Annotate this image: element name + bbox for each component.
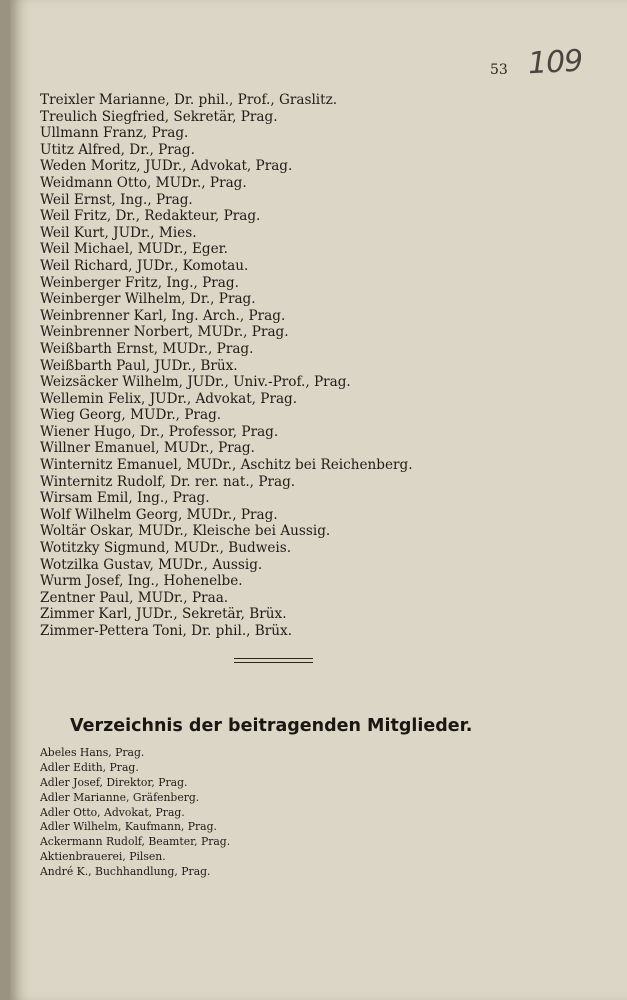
member-entry: Wolf Wilhelm Georg, MUDr., Prag. (40, 506, 278, 523)
contributor-entry: Adler Marianne, Gräfenberg. (40, 790, 200, 804)
member-entry: Winternitz Emanuel, MUDr., Aschitz bei Reichenberg. (40, 457, 413, 474)
member-entry: Winternitz Rudolf, Dr. rer. nat., Prag. (40, 473, 296, 490)
member-entry: Wirsam Emil, Ing., Prag. (40, 490, 210, 507)
page-number: 53 (490, 62, 508, 78)
contributor-entry: André K., Buchhandlung, Prag. (40, 865, 211, 879)
contributor-entry: Adler Josef, Direktor, Prag. (40, 775, 188, 789)
member-entry: Weißbarth Ernst, MUDr., Prag. (40, 340, 254, 357)
member-entry: Ullmann Franz, Prag. (40, 125, 189, 142)
member-entry: Weden Moritz, JUDr., Advokat, Prag. (40, 158, 293, 175)
member-entry: Weinbrenner Karl, Ing. Arch., Prag. (40, 307, 286, 324)
member-entry: Weizsäcker Wilhelm, JUDr., Univ.-Prof., Prag. (40, 374, 351, 391)
document-page (10, 0, 627, 1000)
contributor-entry: Adler Wilhelm, Kaufmann, Prag. (40, 820, 217, 834)
member-entry: Zimmer Karl, JUDr., Sekretär, Brüx. (40, 606, 287, 623)
member-entry: Woltär Oskar, MUDr., Kleische bei Aussig. (40, 523, 331, 540)
member-entry: Wurm Josef, Ing., Hohenelbe. (40, 573, 243, 590)
member-entry: Wotzilka Gustav, MUDr., Aussig. (40, 556, 263, 573)
member-entry: Weidmann Otto, MUDr., Prag. (40, 174, 247, 191)
member-entry: Utitz Alfred, Dr., Prag. (40, 141, 195, 158)
contributor-list (40, 746, 600, 880)
member-entry: Weil Kurt, JUDr., Mies. (40, 224, 197, 241)
handwritten-page-number: 109 (527, 43, 584, 82)
member-entry: Treulich Siegfried, Sekretär, Prag. (40, 108, 278, 125)
section-divider (234, 658, 313, 663)
section-heading: Verzeichnis der beitragenden Mitglieder. (70, 716, 473, 736)
member-entry: Weil Richard, JUDr., Komotau. (40, 257, 249, 274)
contributor-entry: Adler Otto, Advokat, Prag. (40, 805, 185, 819)
member-entry: Wiener Hugo, Dr., Professor, Prag. (40, 423, 279, 440)
member-entry: Weil Michael, MUDr., Eger. (40, 241, 228, 258)
member-entry: Weinberger Wilhelm, Dr., Prag. (40, 291, 256, 308)
member-entry: Weinbrenner Norbert, MUDr., Prag. (40, 324, 289, 341)
member-entry: Zentner Paul, MUDr., Praa. (40, 589, 229, 606)
contributor-entry: Ackermann Rudolf, Beamter, Prag. (40, 835, 231, 849)
member-entry: Weil Fritz, Dr., Redakteur, Prag. (40, 208, 261, 225)
contributor-entry: Adler Edith, Prag. (40, 760, 139, 774)
member-entry: Weinberger Fritz, Ing., Prag. (40, 274, 239, 291)
member-list (40, 92, 600, 640)
member-entry: Treixler Marianne, Dr. phil., Prof., Graslitz. (40, 92, 338, 108)
member-entry: Weißbarth Paul, JUDr., Brüx. (40, 357, 238, 374)
member-entry: Wellemin Felix, JUDr., Advokat, Prag. (40, 390, 298, 407)
contributor-entry: Abeles Hans, Prag. (40, 746, 145, 759)
member-entry: Wieg Georg, MUDr., Prag. (40, 407, 222, 424)
member-entry: Wotitzky Sigmund, MUDr., Budweis. (40, 540, 292, 557)
member-entry: Willner Emanuel, MUDr., Prag. (40, 440, 255, 457)
member-entry: Weil Ernst, Ing., Prag. (40, 191, 193, 208)
contributor-entry: Aktienbrauerei, Pilsen. (40, 850, 166, 864)
member-entry: Zimmer-Pettera Toni, Dr. phil., Brüx. (40, 623, 293, 639)
